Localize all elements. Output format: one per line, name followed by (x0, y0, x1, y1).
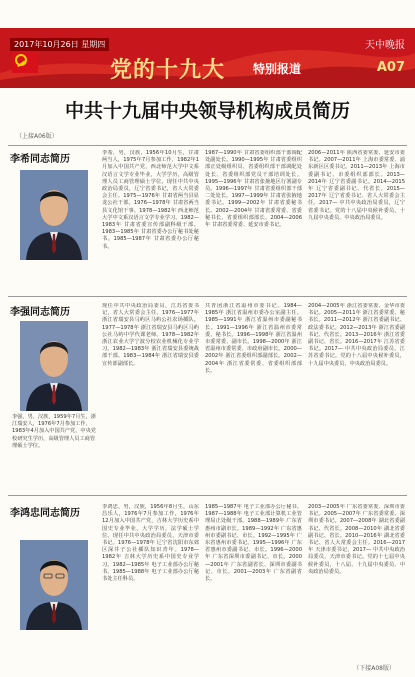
bio-column: 2006—2011年 陕西省委常委、延安市委书记。2007—2011年 上海市委常委、浦东新区区委书记。2011—2013年 上海市委副书记、市委组织部部长。2013—2014年 辽宁省委副书记。2014—2015年 辽宁省委副书记、代省长。2015—2017年 辽宁省委书记、省人大常委会主任。2017— 中共中央政治局委员，辽宁省委书记。党的十八届中央候补委员，十九届中央委员、中央政治局委员。 (308, 150, 405, 221)
section-divider (8, 145, 407, 146)
portrait-photo (20, 540, 88, 630)
party-flag-icon (12, 51, 38, 73)
section-divider (8, 495, 407, 496)
page-number: A07 (376, 60, 405, 75)
section-divider (8, 296, 407, 297)
bio-column: 2004—2005年 浙江省委常委、金华市委书记。2005—2011年 浙江省委常委、秘书长。2011—2012年 浙江省委副书记、政法委书记。2012—2013年 浙江省委副书记、代省长。2013—2016年 浙江省委副书记、省长。2016—2017年 江苏省委书记。2017— 中共中央政治局委员，江苏省委书记。党的十八届中央候补委员，十九届中央委员、中央政治局委员。 (308, 303, 405, 367)
bio-column: 共青团浙江省温州市委书记。1984—1985年 浙江省温州市委办公室副主任。1985—1991年 浙江省温州市委副秘书长。1991—1996年 浙江省温州市委常委、秘书长。1996—1998年 浙江省温州市委常委、副市长。1998—2000年 浙江省温州市委常委、市政府副市长。2000—2002年 浙江省委组织部副部长。2002—2004年 浙江省委常委、省委组织部部长。 (205, 303, 302, 374)
bio-column: 现任中共中央政治局委员，江苏省委书记，省人大常委会主任。1976—1977年 浙江省瑞安县马屿区马屿公社农场插队。1977—1978年 浙江省瑞安县马屿区马屿公社马屿中学代课老师。1978—1982年 浙江农业大学宁波分校农业机械化专业学习。1982—1983年 浙江省瑞安县委统战部干部。1983—1984年 浙江省瑞安县委宣传部副部长。 (102, 303, 199, 367)
continued-to-note: （下接A08版） (353, 665, 395, 672)
bio-column: 1985—1987年 电子工业部办公厅秘书。1987—1988年 电子工业部计算机工业管理局正处级干部。1988—1989年 广东省惠州市副市长。1989—1992年 广东省惠州市委副书记、市长。1992—1995年 广东省惠州市委书记。1995—1996年 广东省惠州市委副书记、市长。1996—2000年 广东省深圳市委副书记、市长。2000—2001年 广东省副省长、深圳市委副书记、市长。2001—2003年 广东省副省长。 (205, 504, 302, 583)
profile-title-lixi: 李希同志简历 (10, 154, 70, 165)
special-report-label: 特别报道 (253, 62, 302, 76)
bio-column: 李希，男，汉族，1956年10月生，甘肃两当人，1975年7月参加工作，1982年1月加入中国共产党，西北师范大学中文系汉语言文学专业毕业，大学学历，高级管理人员工商管理硕士学位。现任中共中央政治局委员，辽宁省委书记，省人大常委会主任。1975—1976年 甘肃省两当县显龙公社干部。1976—1978年 甘肃省两当县文化馆干事。1978—1982年 西北师范大学中文系汉语言文学专业学习。1982—1983年 甘肃省委宣传部副科级干部。1983—1985年 甘肃省委办公厅秘书处秘书。1985—1987年 甘肃省委办公厅秘书。 (102, 150, 199, 250)
portrait-photo (20, 170, 88, 260)
portrait-photo (20, 321, 88, 411)
article-headline: 中共十九届中央领导机构成员简历 (64, 100, 350, 122)
bio-column: 2003—2005年 广东省委常委、深圳市委书记。2005—2007年 广东省委常委、深圳市委书记。2007—2008年 湖北省委副书记、代省长。2008—2010年 湖北省委副书记、省长。2010—2016年 湖北省委书记、省人大常委会主任。2016—2017年 天津市委书记。2017— 中共中央政治局委员，天津市委书记。党的十七届中央候补委员，十八届、十九届中央委员、中央政治局委员。 (308, 504, 405, 575)
profile-caption: 李强，男，汉族，1959年7月生，浙江瑞安人，1976年7月参加工作，1983年4月加入中国共产党，中央党校研究生学历，高级管理人员工商管理硕士学位。 (12, 414, 96, 449)
issue-date: 2017年10月26日 星期四 (10, 38, 109, 51)
bio-column: 李鸿忠，男，汉族，1956年8月生，山东昌乐人，1976年7月参加工作，1976年12月加入中国共产党，吉林大学历史系中国史专业毕业，大学学历，法学硕士学位。现任中共中央政治局委员，天津市委书记。1976—1978年 辽宁省沈阳市东郊区深井子公社插队知识青年。1978—1982年 吉林大学历史系中国史专业学习。1982—1985年 电子工业部办公厅秘书。1985—1988年 电子工业部办公厅秘书处主任科员。 (102, 504, 199, 583)
banner-title: 党的十九大 (110, 57, 226, 83)
profile-title-lihongzhong: 李鸿忠同志简历 (10, 508, 80, 519)
profile-title-liqiang: 李强同志简历 (10, 307, 70, 318)
newspaper-name: 天中晚报 (365, 40, 405, 51)
bio-column: 1987—1990年 甘肃省委组织部干部调配处副处长。1990—1995年 甘肃省委组织部正处级组织员、省委组织部干部调配处处长、省委组织部党员干部培训处长。1995—1996年 甘肃省张掖地区行署副专员。1996—1997年 甘肃省委组织部干部二处处长。1997—1999年 甘肃省张掖地委书记。1999—2002年 甘肃省委秘书长。2002—2004年 甘肃省委常委、省委秘书长、省委组织部部长。2004—2006年 甘肃省委常委、延安市委书记。 (205, 150, 302, 229)
continued-from-note: （上接A06版） (16, 133, 58, 140)
